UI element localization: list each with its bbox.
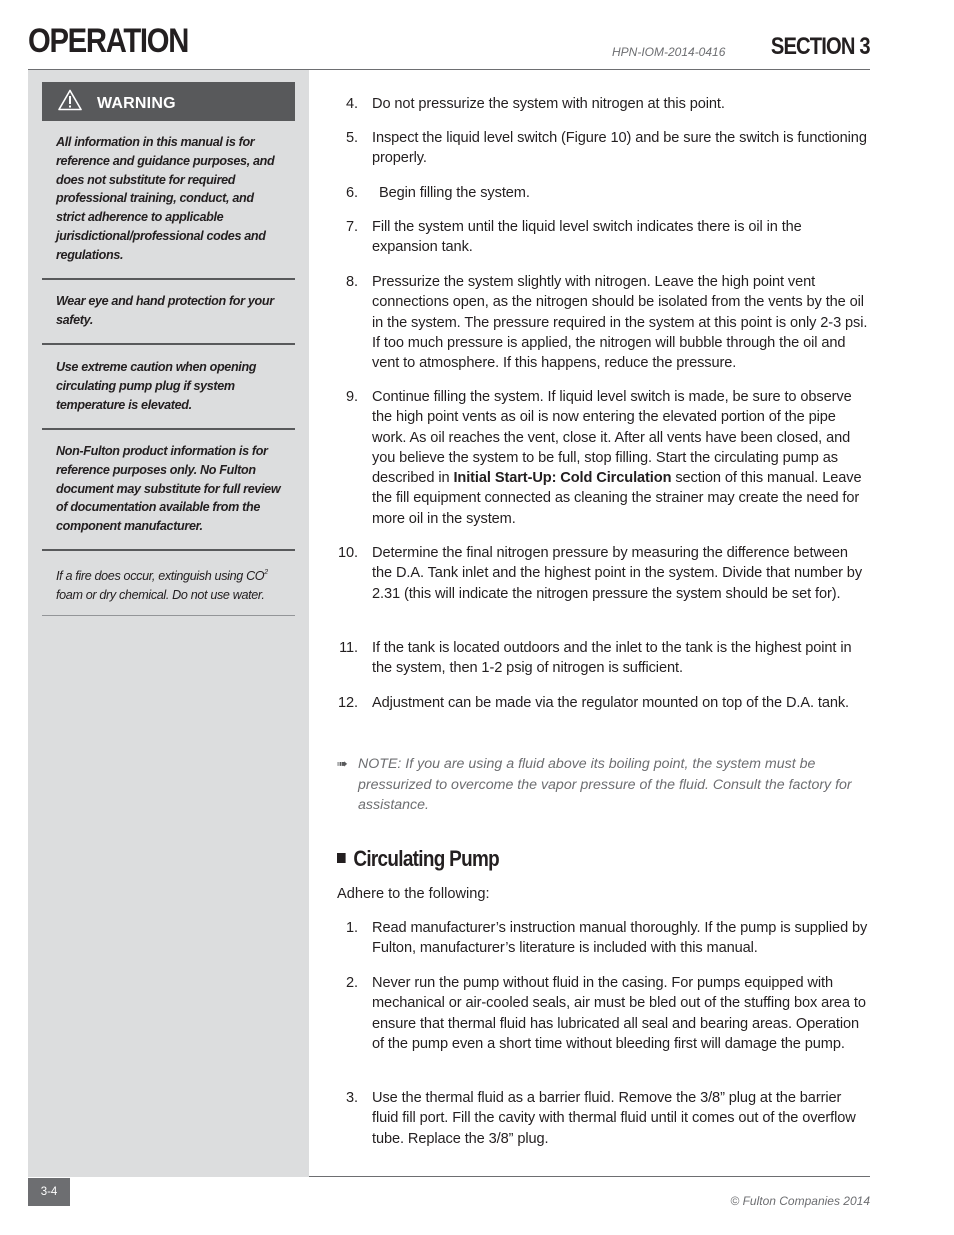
list-item: 11. If the tank is located outdoors and the inlet to the tank is the highest point in the system, then 1-2 psig of nitrogen is sufficient. — [339, 640, 852, 677]
warning-divider — [42, 428, 295, 430]
list-item: 3. Use the thermal fluid as a barrier fluid. Remove the 3/8” plug at the barrier fluid fill port. Fill the cavity with thermal fluid until it comes out of the overflow tube. Replace the 3/8” plug. — [346, 1090, 856, 1147]
list-item: 7. Fill the system until the liquid level switch indicates there is oil in the expansion tank. — [346, 219, 802, 256]
warning-triangle-icon — [58, 89, 82, 111]
warning-text-non-fulton: Non-Fulton product information is for reference purposes only. No Fulton document may substitute for full review of documentation available from the component manufacturer. — [56, 444, 281, 534]
fire-warning-text: If a fire does occur, extinguish using $CO^2$ foam or dry chemical. Do not use water. — [56, 569, 268, 602]
warning-divider — [42, 615, 295, 616]
page-title: OPERATION — [28, 22, 189, 60]
footer-divider — [309, 1176, 870, 1177]
warning-label: WARNING — [97, 95, 176, 112]
warning-text-protection: Wear eye and hand protection for your safety. — [56, 294, 274, 327]
list-item: 2. Never run the pump without fluid in the casing. For pumps equipped with mechanical or air-cooled seals, air must be bled out of the stuffing box area to ensure that thermal fluid has lubricated all seal and bearing areas. Operation of the pump even a short time without bleeding first will damage the pump. — [346, 975, 866, 1052]
list-item: 1. Read manufacturer’s instruction manual thoroughly. If the pump is supplied by Fulton, manufacturer’s literature is included with this manual. — [346, 920, 868, 957]
warning-sidebar — [28, 70, 309, 1177]
list-item: 6. Begin filling the system. — [346, 185, 530, 201]
warning-header — [42, 82, 295, 121]
warning-text-pump-plug: Use extreme caution when opening circulating pump plug if system temperature is elevated. — [56, 360, 257, 412]
section-label: SECTION 3 — [771, 33, 870, 60]
warning-divider — [42, 549, 295, 551]
section-intro: Adhere to the following: — [337, 886, 490, 902]
section-heading: Circulating Pump — [337, 846, 499, 872]
warning-text-training: All information in this manual is for reference and guidance purposes, and does not substitute for required professional training, conduct, and strict adherence to applicable jurisdictional/professional codes and regulations. — [56, 135, 275, 262]
square-bullet-icon — [337, 853, 346, 863]
warning-divider — [42, 278, 295, 280]
list-item: 5. Inspect the liquid level switch (Figure 10) and be sure the switch is functioning properly. — [346, 130, 867, 167]
section-reference: Initial Start-Up: Cold Circulation — [453, 470, 672, 487]
list-item: 8. Pressurize the system slightly with nitrogen. Leave the high point vent connections open, as the nitrogen should be isolated from the vents by the oil in the system. The pressure required in the system at this point is only 2-3 psi. If too much pressure is applied, the nitrogen will bubble through the oil and vent to atmosphere. If this happens, reduce the pressure. — [346, 274, 868, 372]
list-item: 4. Do not pressurize the system with nitrogen at this point. — [346, 96, 725, 112]
copyright: © Fulton Companies 2014 — [730, 1194, 870, 1208]
list-item: 12. Adjustment can be made via the regulator mounted on top of the D.A. tank. — [338, 695, 850, 711]
note-callout: ➠ NOTE: If you are using a fluid above its boiling point, the system must be pressurized to overcome the vapor pressure of the fluid. Consult the factory for assistance. — [337, 756, 852, 813]
page-number: 3-4 — [28, 1178, 70, 1206]
document-number: HPN-IOM-2014-0416 — [612, 45, 726, 59]
pointing-hand-icon: ➠ — [337, 756, 348, 771]
warning-divider — [42, 343, 295, 345]
list-item: 9. Continue filling the system. If liquid level switch is made, be sure to observe the high point vents as oil is now entering the elevated portion of the pipe work. As oil reaches the vent, close it. After all vents have been closed, and you believe the system to be full, stop filling. Start the circulating pump as described in Initial Start-Up: Cold Circulation section of this manual. Leave the fill equipment connected as cleaning the strainer may create the need for more oil in the system. — [346, 389, 862, 527]
list-item: 10. Determine the final nitrogen pressure by measuring the difference between the D.A. Tank inlet and the highest point in the system. Divide that number by 2.31 (this will indicate the nitrogen pressure the system should be set for). — [338, 545, 863, 602]
